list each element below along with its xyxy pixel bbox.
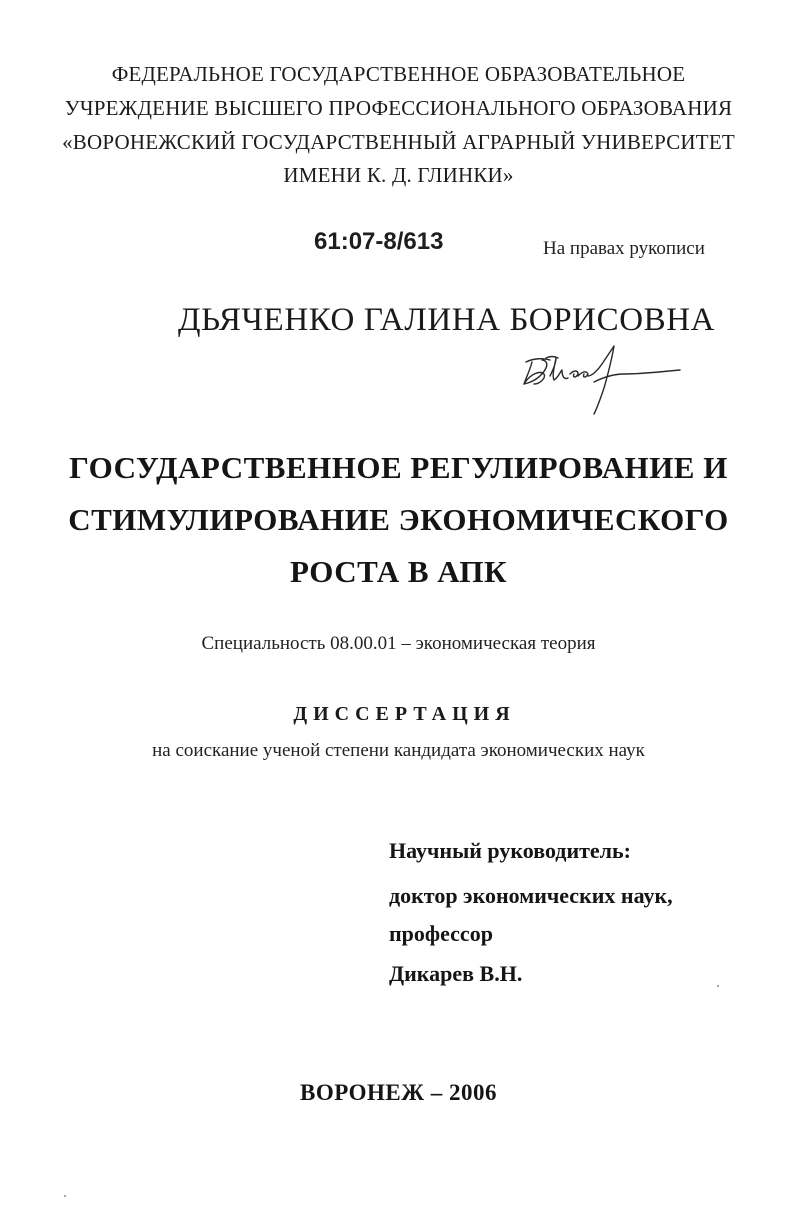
- institution-line-2: УЧРЕЖДЕНИЕ ВЫСШЕГО ПРОФЕССИОНАЛЬНОГО ОБРАЗОВАНИЯ: [64, 96, 733, 120]
- specialty: Специальность 08.00.01 – экономическая теория: [201, 633, 596, 654]
- title-line-1: ГОСУДАРСТВЕННОЕ РЕГУЛИРОВАНИЕ И: [69, 450, 728, 485]
- supervisor-label: Научный руководитель:: [389, 838, 631, 863]
- title-line-2: СТИМУЛИРОВАНИЕ ЭКОНОМИЧЕСКОГО: [68, 502, 729, 537]
- document-type: ДИССЕРТАЦИЯ: [293, 703, 516, 725]
- author-name: ДЬЯЧЕНКО ГАЛИНА БОРИСОВНА: [178, 302, 716, 338]
- supervisor-degree: доктор экономических наук,: [389, 883, 673, 908]
- institution-line-3: «ВОРОНЕЖСКИЙ ГОСУДАРСТВЕННЫЙ АГРАРНЫЙ УНИВЕРСИТЕТ: [62, 130, 735, 154]
- degree-sought: на соискание ученой степени кандидата экономических наук: [152, 740, 645, 761]
- author-signature: [520, 340, 685, 420]
- institution-line-4: ИМЕНИ К. Д. ГЛИНКИ»: [283, 163, 514, 187]
- city-year: ВОРОНЕЖ – 2006: [299, 1080, 497, 1105]
- scan-speck: [717, 985, 719, 987]
- supervisor-name: Дикарев В.Н.: [389, 961, 523, 986]
- institution-line-1: ФЕДЕРАЛЬНОЕ ГОСУДАРСТВЕННОЕ ОБРАЗОВАТЕЛЬНОЕ: [111, 62, 686, 86]
- catalog-code: 61:07-8/613: [314, 228, 444, 255]
- title-line-3: РОСТА В АПК: [289, 554, 508, 589]
- scan-speck: [64, 1195, 66, 1197]
- supervisor-rank: профессор: [389, 921, 493, 946]
- rights-note: На правах рукописи: [543, 238, 705, 259]
